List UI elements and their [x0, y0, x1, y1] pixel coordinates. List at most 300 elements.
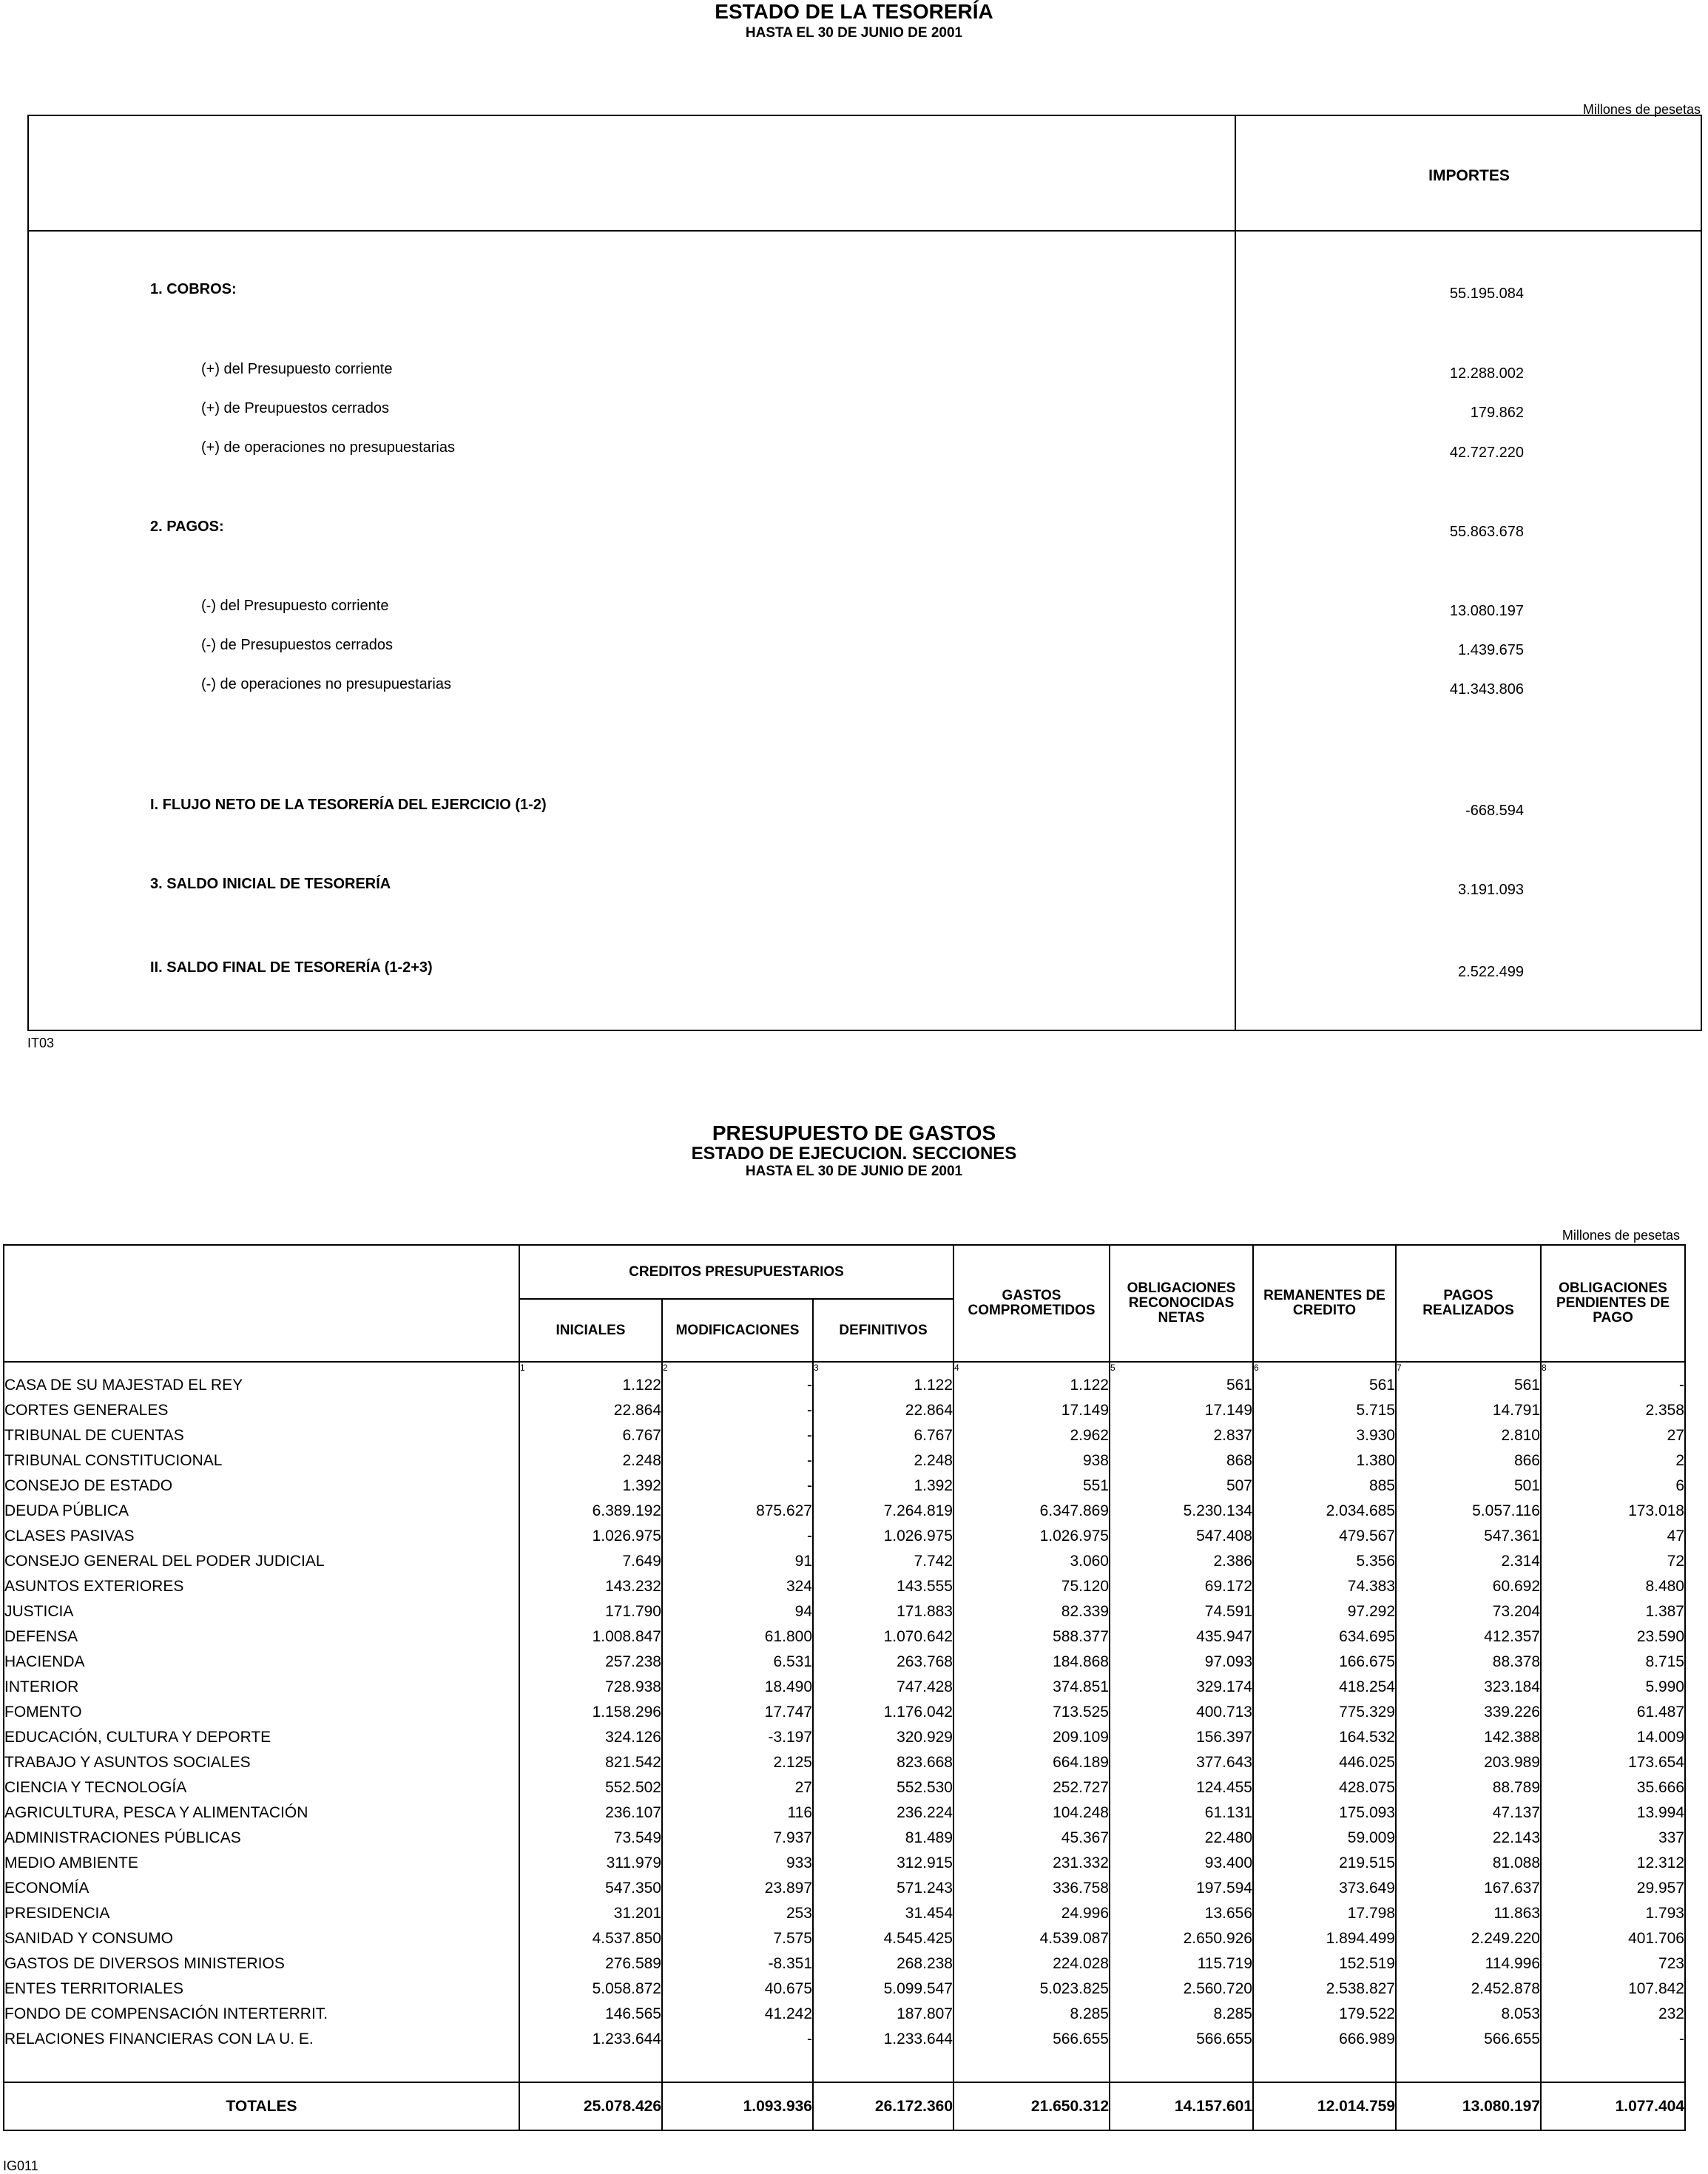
amount-cell: 547.361 [1396, 1524, 1541, 1549]
table-row [4, 1499, 1685, 1524]
total-value: 13.080.197 [1396, 2082, 1541, 2130]
table-row [4, 1373, 1685, 1398]
amount-cell: 114.996 [1396, 1951, 1541, 1976]
amount-cell: 4.537.850 [519, 1926, 662, 1951]
total-value: 1.077.404 [1541, 2082, 1685, 2130]
amount-cell: 12.312 [1541, 1851, 1685, 1876]
section-name: DEUDA PÚBLICA [4, 1499, 519, 1524]
table-row [4, 1750, 1685, 1775]
section-name: CORTES GENERALES [4, 1398, 519, 1423]
amount-cell: 7.264.819 [813, 1499, 953, 1524]
amount-cell: 5.356 [1253, 1549, 1396, 1574]
amount-cell: 231.332 [953, 1851, 1110, 1876]
amount-cell: 728.938 [519, 1675, 662, 1700]
amount-cell: 156.397 [1110, 1725, 1253, 1750]
amount-cell: 1.387 [1541, 1599, 1685, 1624]
iniciales-header: INICIALES [519, 1299, 662, 1362]
amount-cell: 94 [662, 1599, 813, 1624]
amount-cell: 23.897 [662, 1876, 813, 1901]
amount-cell: 41.242 [662, 2002, 813, 2027]
tesoreria-row-label: (+) de operaciones no presupuestarias [201, 439, 455, 456]
remanentes-header: REMANENTES DE CREDITO [1253, 1245, 1396, 1362]
amount-cell: 107.842 [1541, 1976, 1685, 2002]
amount-cell: 81.489 [813, 1826, 953, 1851]
amount-cell: 6.767 [813, 1423, 953, 1448]
amount-cell: 40.675 [662, 1976, 813, 2002]
amount-cell: 1.122 [953, 1373, 1110, 1398]
amount-cell: 22.864 [813, 1398, 953, 1423]
section-name: ENTES TERRITORIALES [4, 1976, 519, 2002]
amount-cell: 142.388 [1396, 1725, 1541, 1750]
amount-cell: 97.093 [1110, 1650, 1253, 1675]
tesoreria-row-value: 13.080.197 [1449, 603, 1524, 619]
obligaciones-pendientes-header: OBLIGACIONES PENDIENTES DE PAGO [1541, 1245, 1685, 1362]
amount-cell: 664.189 [953, 1750, 1110, 1775]
amount-cell: 547.408 [1110, 1524, 1253, 1549]
table-row [4, 1951, 1685, 1976]
amount-cell: 823.668 [813, 1750, 953, 1775]
table-row [4, 1826, 1685, 1851]
amount-cell: 1.070.642 [813, 1624, 953, 1650]
amount-cell: 257.238 [519, 1650, 662, 1675]
gastos-comprometidos-header: GASTOS COMPROMETIDOS [953, 1245, 1110, 1362]
amount-cell: 31.201 [519, 1901, 662, 1926]
tesoreria-row-value: 55.195.084 [1449, 286, 1524, 302]
concept-header [4, 1245, 519, 1362]
amount-cell: 253 [662, 1901, 813, 1926]
amount-cell: - [1541, 1373, 1685, 1398]
amount-cell: 311.979 [519, 1851, 662, 1876]
amount-cell: 885 [1253, 1473, 1396, 1499]
amount-cell: 23.590 [1541, 1624, 1685, 1650]
amount-cell: 2.248 [519, 1448, 662, 1473]
amount-cell: 324.126 [519, 1725, 662, 1750]
amount-cell: 6.531 [662, 1650, 813, 1675]
section-name: AGRICULTURA, PESCA Y ALIMENTACIÓN [4, 1800, 519, 1826]
amount-cell: 374.851 [953, 1675, 1110, 1700]
amount-cell: 8.285 [953, 2002, 1110, 2027]
amount-cell: 1.392 [519, 1473, 662, 1499]
amount-cell: 6.767 [519, 1423, 662, 1448]
amount-cell: 329.174 [1110, 1675, 1253, 1700]
amount-cell: 14.791 [1396, 1398, 1541, 1423]
amount-cell: 5.230.134 [1110, 1499, 1253, 1524]
gastos-subtitle: ESTADO DE EJECUCION. SECCIONES [691, 1144, 1017, 1164]
gastos-date: HASTA EL 30 DE JUNIO DE 2001 [745, 1164, 963, 1179]
amount-cell: 74.591 [1110, 1599, 1253, 1624]
amount-cell: 435.947 [1110, 1624, 1253, 1650]
amount-cell: 13.656 [1110, 1901, 1253, 1926]
amount-cell: 6 [1541, 1473, 1685, 1499]
section-name: INTERIOR [4, 1675, 519, 1700]
amount-cell: 197.594 [1110, 1876, 1253, 1901]
amount-cell: 1.026.975 [519, 1524, 662, 1549]
tesoreria-row-value: 2.522.499 [1458, 964, 1524, 980]
gastos-units: Millones de pesetas [1562, 1228, 1680, 1243]
amount-cell: 2.386 [1110, 1549, 1253, 1574]
amount-cell: 2.248 [813, 1448, 953, 1473]
amount-cell: 412.357 [1396, 1624, 1541, 1650]
amount-cell: 252.727 [953, 1775, 1110, 1800]
amount-cell: 400.713 [1110, 1700, 1253, 1725]
amount-cell: 146.565 [519, 2002, 662, 2027]
column-number-empty [4, 1362, 519, 1373]
amount-cell: 143.555 [813, 1574, 953, 1599]
totals-row [4, 2082, 1685, 2130]
amount-cell: 124.455 [1110, 1775, 1253, 1800]
tesoreria-row-value: 55.863.678 [1449, 524, 1524, 540]
table-row [4, 1775, 1685, 1800]
table-row [4, 1926, 1685, 1951]
amount-cell: 17.149 [1110, 1398, 1253, 1423]
amount-cell: 2.314 [1396, 1549, 1541, 1574]
amount-cell: 24.996 [953, 1901, 1110, 1926]
tesoreria-row-label: (-) de operaciones no presupuestarias [201, 676, 451, 692]
amount-cell: 479.567 [1253, 1524, 1396, 1549]
table-spacer [4, 2052, 1685, 2082]
amount-cell: 1.233.644 [519, 2027, 662, 2052]
amount-cell: 152.519 [1253, 1951, 1396, 1976]
amount-cell: 588.377 [953, 1624, 1110, 1650]
tesoreria-units: Millones de pesetas [1582, 102, 1701, 117]
amount-cell: 4.545.425 [813, 1926, 953, 1951]
amount-cell: 7.575 [662, 1926, 813, 1951]
gastos-table [3, 1244, 1686, 2131]
amount-cell: 88.789 [1396, 1775, 1541, 1800]
table-row [4, 2002, 1685, 2027]
amount-cell: 74.383 [1253, 1574, 1396, 1599]
amount-cell: 2.452.878 [1396, 1976, 1541, 2002]
section-name: JUSTICIA [4, 1599, 519, 1624]
amount-cell: 179.522 [1253, 2002, 1396, 2027]
amount-cell: - [662, 1473, 813, 1499]
amount-cell: 723 [1541, 1951, 1685, 1976]
amount-cell: 5.058.872 [519, 1976, 662, 2002]
section-name: TRIBUNAL DE CUENTAS [4, 1423, 519, 1448]
amount-cell: 31.454 [813, 1901, 953, 1926]
table-row [4, 1549, 1685, 1574]
amount-cell: 324 [662, 1574, 813, 1599]
amount-cell: 1.026.975 [813, 1524, 953, 1549]
tesoreria-row-label: (-) del Presupuesto corriente [201, 598, 389, 614]
amount-cell: 47.137 [1396, 1800, 1541, 1826]
total-value: 21.650.312 [953, 2082, 1110, 2130]
table-row [4, 1574, 1685, 1599]
amount-cell: 566.655 [1396, 2027, 1541, 2052]
amount-cell: 2.837 [1110, 1423, 1253, 1448]
amount-cell: 2.810 [1396, 1423, 1541, 1448]
section-name: ECONOMÍA [4, 1876, 519, 1901]
table-row [4, 1599, 1685, 1624]
amount-cell: 69.172 [1110, 1574, 1253, 1599]
amount-cell: 2.358 [1541, 1398, 1685, 1423]
tesoreria-row-label: 3. SALDO INICIAL DE TESORERÍA [150, 876, 391, 892]
amount-cell: 209.109 [953, 1725, 1110, 1750]
amount-cell: 401.706 [1541, 1926, 1685, 1951]
total-value: 12.014.759 [1253, 2082, 1396, 2130]
amount-cell: 6.389.192 [519, 1499, 662, 1524]
total-value: 26.172.360 [813, 2082, 953, 2130]
definitivos-header: DEFINITIVOS [813, 1299, 953, 1362]
amount-cell: 1.380 [1253, 1448, 1396, 1473]
amount-cell: 61.800 [662, 1624, 813, 1650]
modificaciones-header: MODIFICACIONES [662, 1299, 813, 1362]
amount-cell: 8.715 [1541, 1650, 1685, 1675]
tesoreria-row-value: 41.343.806 [1449, 681, 1524, 698]
amount-cell: 337 [1541, 1826, 1685, 1851]
total-value: 1.093.936 [662, 2082, 813, 2130]
amount-cell: 171.883 [813, 1599, 953, 1624]
tesoreria-row-label: 1. COBROS: [150, 281, 237, 297]
amount-cell: 446.025 [1253, 1750, 1396, 1775]
amount-cell: 875.627 [662, 1499, 813, 1524]
amount-cell: 1.894.499 [1253, 1926, 1396, 1951]
table-row [4, 1800, 1685, 1826]
tesoreria-row-label: (-) de Presupuestos cerrados [201, 637, 394, 653]
table-row [4, 1851, 1685, 1876]
amount-cell: 7.742 [813, 1549, 953, 1574]
amount-cell: - [662, 1423, 813, 1448]
amount-cell: 501 [1396, 1473, 1541, 1499]
amount-cell: 232 [1541, 2002, 1685, 2027]
amount-cell: 5.023.825 [953, 1976, 1110, 2002]
table-row [4, 1976, 1685, 2002]
amount-cell: 263.768 [813, 1650, 953, 1675]
amount-cell: 552.502 [519, 1775, 662, 1800]
amount-cell: 175.093 [1253, 1800, 1396, 1826]
tesoreria-row-value: 12.288.002 [1449, 365, 1524, 382]
amount-cell: -8.351 [662, 1951, 813, 1976]
tesoreria-row-label: 2. PAGOS: [150, 519, 224, 535]
amount-cell: 747.428 [813, 1675, 953, 1700]
section-name: CONSEJO GENERAL DEL PODER JUDICIAL [4, 1549, 519, 1574]
table-row [4, 1398, 1685, 1423]
amount-cell: 236.107 [519, 1800, 662, 1826]
amount-cell: 1.392 [813, 1473, 953, 1499]
amount-cell: 566.655 [953, 2027, 1110, 2052]
amount-cell: 634.695 [1253, 1624, 1396, 1650]
amount-cell: 1.233.644 [813, 2027, 953, 2052]
section-name: SANIDAD Y CONSUMO [4, 1926, 519, 1951]
amount-cell: 166.675 [1253, 1650, 1396, 1675]
amount-cell: 2.125 [662, 1750, 813, 1775]
amount-cell: 17.149 [953, 1398, 1110, 1423]
section-name: RELACIONES FINANCIERAS CON LA U. E. [4, 2027, 519, 2052]
amount-cell: 2.650.926 [1110, 1926, 1253, 1951]
amount-cell: 72 [1541, 1549, 1685, 1574]
amount-cell: 5.715 [1253, 1398, 1396, 1423]
tesoreria-row-label: (+) del Presupuesto corriente [201, 361, 393, 377]
amount-cell: -3.197 [662, 1725, 813, 1750]
column-number: 5 [1110, 1362, 1253, 1373]
amount-cell: 1.008.847 [519, 1624, 662, 1650]
amount-cell: 115.719 [1110, 1951, 1253, 1976]
amount-cell: 18.490 [662, 1675, 813, 1700]
amount-cell: 81.088 [1396, 1851, 1541, 1876]
amount-cell: 547.350 [519, 1876, 662, 1901]
amount-cell: 5.990 [1541, 1675, 1685, 1700]
tesoreria-row-value: 1.439.675 [1458, 642, 1524, 658]
section-name: CASA DE SU MAJESTAD EL REY [4, 1373, 519, 1398]
tesoreria-row-value: 179.862 [1470, 405, 1524, 421]
table-row [4, 1675, 1685, 1700]
amount-cell: 82.339 [953, 1599, 1110, 1624]
amount-cell: 428.075 [1253, 1775, 1396, 1800]
tesoreria-row-value: 42.727.220 [1449, 445, 1524, 461]
amount-cell: 323.184 [1396, 1675, 1541, 1700]
section-name: CIENCIA Y TECNOLOGÍA [4, 1775, 519, 1800]
amount-cell: 236.224 [813, 1800, 953, 1826]
importes-header: IMPORTES [1428, 167, 1510, 184]
amount-cell: 312.915 [813, 1851, 953, 1876]
amount-cell: - [662, 1373, 813, 1398]
amount-cell: 2.560.720 [1110, 1976, 1253, 2002]
amount-cell: 1.793 [1541, 1901, 1685, 1926]
amount-cell: 29.957 [1541, 1876, 1685, 1901]
section-name: TRIBUNAL CONSTITUCIONAL [4, 1448, 519, 1473]
amount-cell: 866 [1396, 1448, 1541, 1473]
amount-cell: 7.937 [662, 1826, 813, 1851]
amount-cell: 561 [1253, 1373, 1396, 1398]
amount-cell: 164.532 [1253, 1725, 1396, 1750]
section-name: FONDO DE COMPENSACIÓN INTERTERRIT. [4, 2002, 519, 2027]
amount-cell: 8.480 [1541, 1574, 1685, 1599]
amount-cell: 938 [953, 1448, 1110, 1473]
tesoreria-row-value: -668.594 [1465, 803, 1524, 819]
amount-cell: 713.525 [953, 1700, 1110, 1725]
amount-cell: 2.962 [953, 1423, 1110, 1448]
amount-cell: 551 [953, 1473, 1110, 1499]
amount-cell: 339.226 [1396, 1700, 1541, 1725]
amount-cell: 93.400 [1110, 1851, 1253, 1876]
amount-cell: 73.204 [1396, 1599, 1541, 1624]
section-name: ADMINISTRACIONES PÚBLICAS [4, 1826, 519, 1851]
section-name: CONSEJO DE ESTADO [4, 1473, 519, 1499]
amount-cell: 8.053 [1396, 2002, 1541, 2027]
amount-cell: 45.367 [953, 1826, 1110, 1851]
amount-cell: 97.292 [1253, 1599, 1396, 1624]
amount-cell: 3.060 [953, 1549, 1110, 1574]
tesoreria-form-code: IT03 [27, 1036, 55, 1050]
tesoreria-row-label: I. FLUJO NETO DE LA TESORERÍA DEL EJERCICIO (1-2) [150, 797, 547, 813]
amount-cell: 418.254 [1253, 1675, 1396, 1700]
table-row [4, 1624, 1685, 1650]
amount-cell: 22.143 [1396, 1826, 1541, 1851]
amount-cell: 11.863 [1396, 1901, 1541, 1926]
amount-cell: 666.989 [1253, 2027, 1396, 2052]
tesoreria-row-label: (+) de Preupuestos cerrados [201, 400, 390, 416]
amount-cell: - [1541, 2027, 1685, 2052]
total-value: 25.078.426 [519, 2082, 662, 2130]
amount-cell: 552.530 [813, 1775, 953, 1800]
amount-cell: 268.238 [813, 1951, 953, 1976]
amount-cell: 2.249.220 [1396, 1926, 1541, 1951]
amount-cell: - [662, 1448, 813, 1473]
table-row [4, 1725, 1685, 1750]
amount-cell: 88.378 [1396, 1650, 1541, 1675]
column-number: 6 [1253, 1362, 1396, 1373]
amount-cell: 4.539.087 [953, 1926, 1110, 1951]
amount-cell: 1.026.975 [953, 1524, 1110, 1549]
amount-cell: 276.589 [519, 1951, 662, 1976]
amount-cell: 75.120 [953, 1574, 1110, 1599]
amount-cell: 104.248 [953, 1800, 1110, 1826]
amount-cell: 775.329 [1253, 1700, 1396, 1725]
table-row [4, 2027, 1685, 2052]
gastos-form-code: IG011 [3, 2158, 38, 2173]
table-row [4, 1876, 1685, 1901]
totals-label: TOTALES [4, 2082, 519, 2130]
amount-cell: 1.122 [519, 1373, 662, 1398]
section-name: FOMENTO [4, 1700, 519, 1725]
column-number: 4 [953, 1362, 1110, 1373]
column-number-row [4, 1362, 1685, 1373]
amount-cell: - [662, 2027, 813, 2052]
pagos-header: PAGOS REALIZADOS [1396, 1245, 1541, 1362]
amount-cell: 561 [1396, 1373, 1541, 1398]
amount-cell: 566.655 [1110, 2027, 1253, 2052]
amount-cell: 27 [662, 1775, 813, 1800]
tesoreria-row-value: 3.191.093 [1458, 882, 1524, 898]
table-row [4, 1448, 1685, 1473]
amount-cell: 507 [1110, 1473, 1253, 1499]
amount-cell: 27 [1541, 1423, 1685, 1448]
amount-cell: 73.549 [519, 1826, 662, 1851]
amount-cell: 22.864 [519, 1398, 662, 1423]
section-name: MEDIO AMBIENTE [4, 1851, 519, 1876]
amount-cell: 8.285 [1110, 2002, 1253, 2027]
section-name: CLASES PASIVAS [4, 1524, 519, 1549]
amount-cell: 7.649 [519, 1549, 662, 1574]
amount-cell: 2.034.685 [1253, 1499, 1396, 1524]
tesoreria-subtitle: HASTA EL 30 DE JUNIO DE 2001 [745, 25, 963, 41]
tesoreria-title: ESTADO DE LA TESORERÍA [715, 0, 993, 23]
section-name: TRABAJO Y ASUNTOS SOCIALES [4, 1750, 519, 1775]
column-number: 7 [1396, 1362, 1541, 1373]
amount-cell: 3.930 [1253, 1423, 1396, 1448]
amount-cell: 868 [1110, 1448, 1253, 1473]
amount-cell: 91 [662, 1549, 813, 1574]
amount-cell: 821.542 [519, 1750, 662, 1775]
amount-cell: 224.028 [953, 1951, 1110, 1976]
table-row [4, 1473, 1685, 1499]
amount-cell: 171.790 [519, 1599, 662, 1624]
amount-cell: 60.692 [1396, 1574, 1541, 1599]
amount-cell: 1.158.296 [519, 1700, 662, 1725]
table-row [4, 1650, 1685, 1675]
amount-cell: 59.009 [1253, 1826, 1396, 1851]
amount-cell: 5.099.547 [813, 1976, 953, 2002]
tesoreria-header-divider [27, 230, 1702, 232]
total-value: 14.157.601 [1110, 2082, 1253, 2130]
amount-cell: 1.122 [813, 1373, 953, 1398]
amount-cell: 373.649 [1253, 1876, 1396, 1901]
creditos-header: CREDITOS PRESUPUESTARIOS [519, 1245, 953, 1299]
section-name: DEFENSA [4, 1624, 519, 1650]
amount-cell: 22.480 [1110, 1826, 1253, 1851]
table-row [4, 1901, 1685, 1926]
amount-cell: 116 [662, 1800, 813, 1826]
amount-cell: 61.131 [1110, 1800, 1253, 1826]
column-number: 3 [813, 1362, 953, 1373]
amount-cell: 219.515 [1253, 1851, 1396, 1876]
amount-cell: 320.929 [813, 1725, 953, 1750]
amount-cell: 167.637 [1396, 1876, 1541, 1901]
table-row [4, 1524, 1685, 1549]
amount-cell: 17.798 [1253, 1901, 1396, 1926]
section-name: GASTOS DE DIVERSOS MINISTERIOS [4, 1951, 519, 1976]
section-name: ASUNTOS EXTERIORES [4, 1574, 519, 1599]
